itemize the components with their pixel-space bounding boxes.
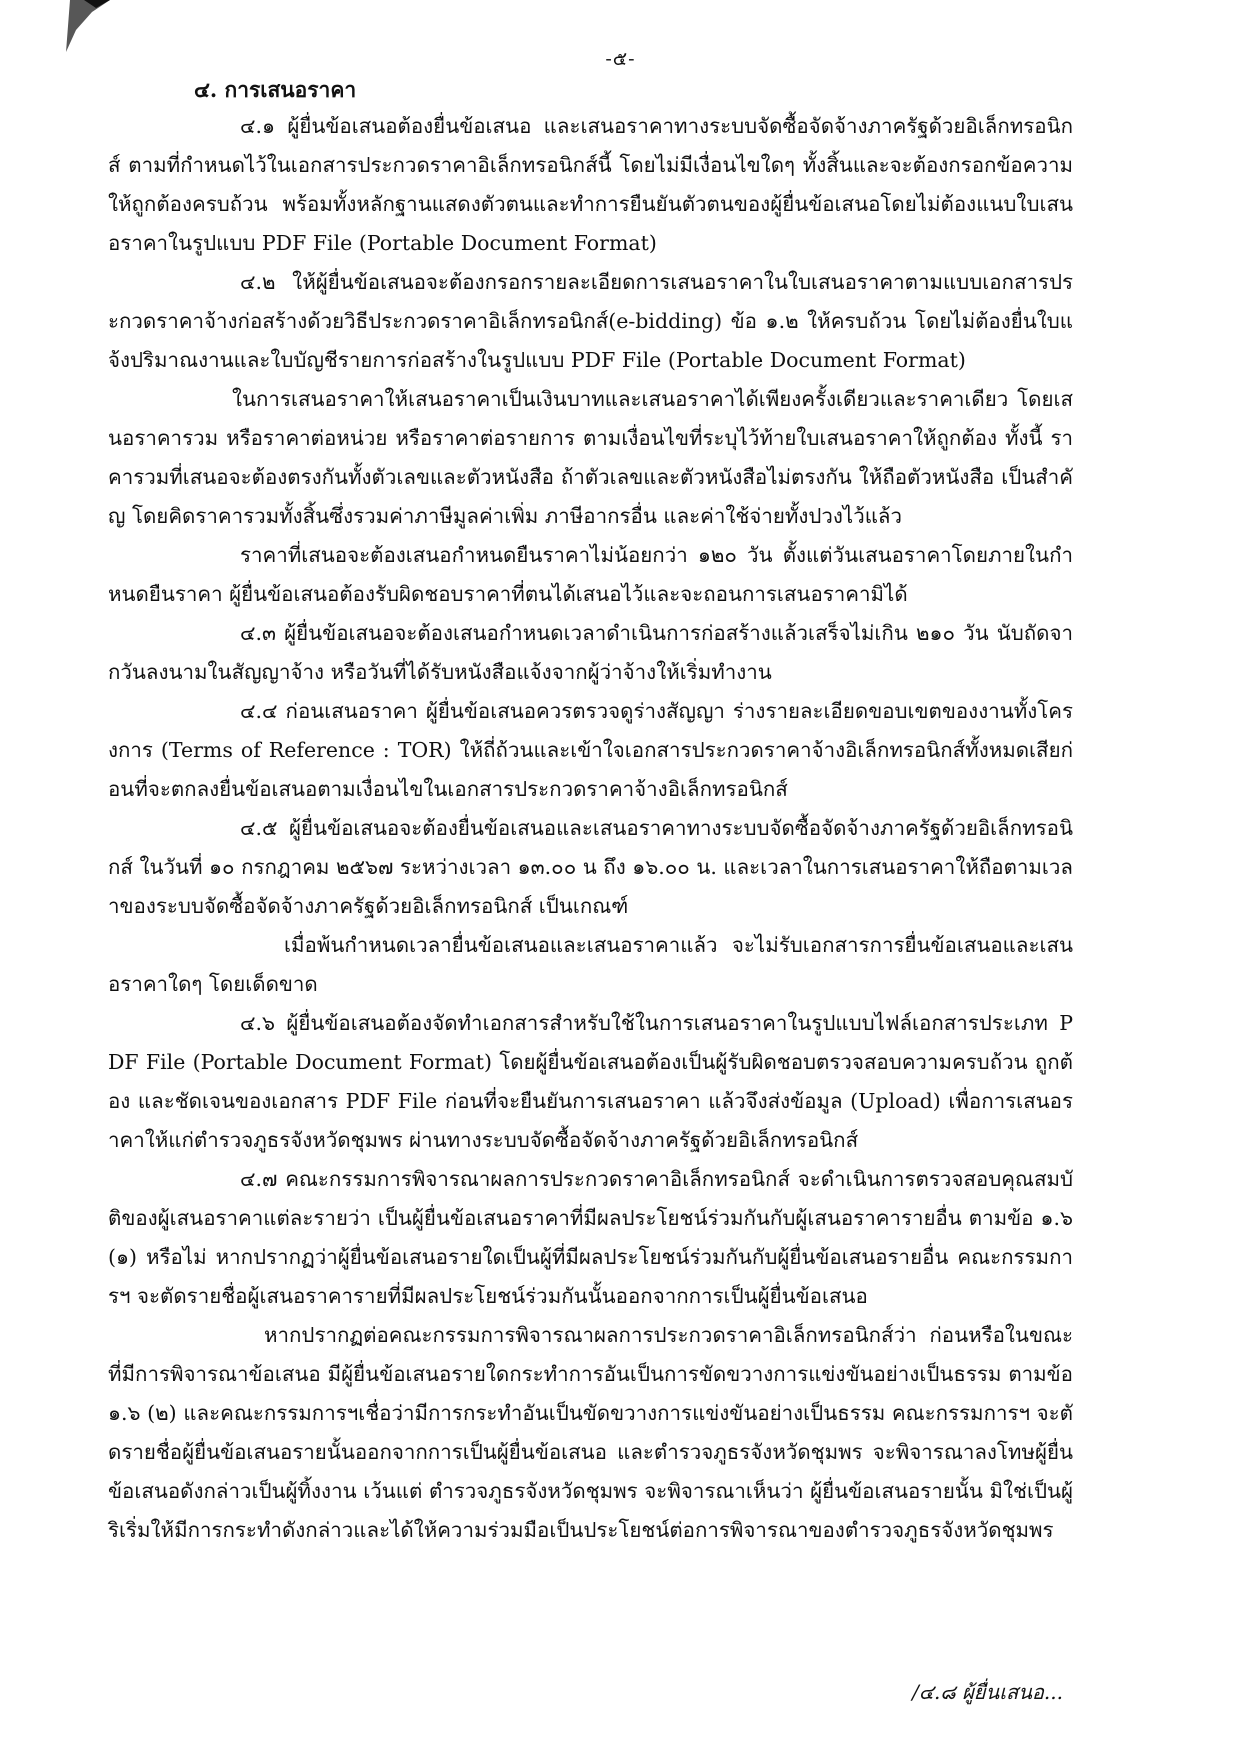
- paragraph-price-currency: ในการเสนอราคาให้เสนอราคาเป็นเงินบาทและเสนอราคาได้เพียงครั้งเดียวและราคาเดียว โดยเสนอราคารวม หรือราคาต่อหน่วย หรือราคาต่อรายการ ตามเงื่อนไขที่ระบุไว้ท้ายใบเสนอราคาให้ถูกต้อง ทั้งนี้ ราคารวมที่เสนอจะต้องตรงกันทั้งตัวเลขและตัวหนังสือ ถ้าตัวเลขและตัวหนังสือไม่ตรงกัน ให้ถือตัวหนังสือ เป็นสำคัญ โดยคิดราคารวมทั้งสิ้นซึ่งรวมค่าภาษีมูลค่าเพิ่ม ภาษีอากรอื่น และค่าใช้จ่ายทั้งปวงไว้แล้ว: [108, 387, 1073, 528]
- paragraph-4-4: ๔.๔ ก่อนเสนอราคา ผู้ยื่นข้อเสนอควรตรวจดูร่างสัญญา ร่างรายละเอียดขอบเขตของงานทั้งโครงการ (Terms of Reference : TOR) ให้ถี่ถ้วนและเข้าใจเอกสารประกวดราคาจ้างอิเล็กทรอนิกส์ทั้งหมดเสียก่อนที่จะตกลงยื่นข้อเสนอตามเงื่อนไขในเอกสารประกวดราคาจ้างอิเล็กทรอนิกส์: [108, 699, 1073, 801]
- continuation-reference: /๔.๘ ผู้ยื่นเสนอ...: [912, 1680, 1063, 1704]
- paragraph-price-validity: ราคาที่เสนอจะต้องเสนอกำหนดยืนราคาไม่น้อยกว่า ๑๒๐ วัน ตั้งแต่วันเสนอราคาโดยภายในกำหนดยืนราคา ผู้ยื่นข้อเสนอต้องรับผิดชอบราคาที่ตนได้เสนอไว้และจะถอนการเสนอราคามิได้: [108, 543, 1073, 606]
- document-body: [108, 107, 1073, 1550]
- paragraph-4-5: ๔.๕ ผู้ยื่นข้อเสนอจะต้องยื่นข้อเสนอและเสนอราคาทางระบบจัดซื้อจัดจ้างภาครัฐด้วยอิเล็กทรอนิกส์ ในวันที่ ๑๐ กรกฎาคม ๒๕๖๗ ระหว่างเวลา ๑๓.๐๐ น ถึง ๑๖.๐๐ น. และเวลาในการเสนอราคาให้ถือตามเวลาของระบบจัดซื้อจัดจ้างภาครัฐด้วยอิเล็กทรอนิกส์ เป็นเกณฑ์: [108, 816, 1073, 918]
- paragraph-collusion: หากปรากฏต่อคณะกรรมการพิจารณาผลการประกวดราคาอิเล็กทรอนิกส์ว่า ก่อนหรือในขณะที่มีการพิจารณาข้อเสนอ มีผู้ยื่นข้อเสนอรายใดกระทำการอันเป็นการขัดขวางการแข่งขันอย่างเป็นธรรม ตามข้อ ๑.๖ (๒) และคณะกรรมการฯเชื่อว่ามีการกระทำอันเป็นขัดขวางการแข่งขันอย่างเป็นธรรม คณะกรรมการฯ จะตัดรายชื่อผู้ยื่นข้อเสนอรายนั้นออกจากการเป็นผู้ยื่นข้อเสนอ และตำรวจภูธรจังหวัดชุมพร จะพิจารณาลงโทษผู้ยื่นข้อเสนอดังกล่าวเป็นผู้ทิ้งงาน เว้นแต่ ตำรวจภูธรจังหวัดชุมพร จะพิจารณาเห็นว่า ผู้ยื่นข้อเสนอรายนั้น มิใช่เป็นผู้ริเริ่มให้มีการกระทำดังกล่าวและได้ให้ความร่วมมือเป็นประโยชน์ต่อการพิจารณาของตำรวจภูธรจังหวัดชุมพร: [108, 1323, 1073, 1542]
- paragraph-4-7: ๔.๗ คณะกรรมการพิจารณาผลการประกวดราคาอิเล็กทรอนิกส์ จะดำเนินการตรวจสอบคุณสมบัติของผู้เสนอราคาแต่ละรายว่า เป็นผู้ยื่นข้อเสนอราคาที่มีผลประโยชน์ร่วมกันกับผู้เสนอราคารายอื่น ตามข้อ ๑.๖ (๑) หรือไม่ หากปรากฏว่าผู้ยื่นข้อเสนอรายใดเป็นผู้ที่มีผลประโยชน์ร่วมกันกับผู้ยื่นข้อเสนอรายอื่น คณะกรรมการฯ จะตัดรายชื่อผู้เสนอราคารายที่มีผลประโยชน์ร่วมกันนั้นออกจากการเป็นผู้ยื่นข้อเสนอ: [108, 1167, 1073, 1308]
- section-heading: ๔. การเสนอราคา: [194, 77, 357, 102]
- paragraph-4-6: ๔.๖ ผู้ยื่นข้อเสนอต้องจัดทำเอกสารสำหรับใช้ในการเสนอราคาในรูปแบบไฟล์เอกสารประเภท PDF File (Portable Document Format) โดยผู้ยื่นข้อเสนอต้องเป็นผู้รับผิดชอบตรวจสอบความครบถ้วน ถูกต้อง และชัดเจนของเอกสาร PDF File ก่อนที่จะยืนยันการเสนอราคา แล้วจึงส่งข้อมูล (Upload) เพื่อการเสนอราคาให้แก่ตำรวจภูธรจังหวัดชุมพร ผ่านทางระบบจัดซื้อจัดจ้างภาครัฐด้วยอิเล็กทรอนิกส์: [108, 1011, 1073, 1152]
- paragraph-4-3: ๔.๓ ผู้ยื่นข้อเสนอจะต้องเสนอกำหนดเวลาดำเนินการก่อสร้างแล้วเสร็จไม่เกิน ๒๑๐ วัน นับถัดจากวันลงนามในสัญญาจ้าง หรือวันที่ได้รับหนังสือแจ้งจากผู้ว่าจ้างให้เริ่มทำงาน: [108, 621, 1073, 684]
- page-number: -๕-: [605, 48, 636, 70]
- paragraph-4-1: ๔.๑ ผู้ยื่นข้อเสนอต้องยื่นข้อเสนอ และเสนอราคาทางระบบจัดซื้อจัดจ้างภาครัฐด้วยอิเล็กทรอนิกส์ ตามที่กำหนดไว้ในเอกสารประกวดราคาอิเล็กทรอนิกส์นี้ โดยไม่มีเงื่อนไขใดๆ ทั้งสิ้นและจะต้องกรอกข้อความให้ถูกต้องครบถ้วน พร้อมทั้งหลักฐานแสดงตัวตนและทำการยืนยันตัวตนของผู้ยื่นข้อเสนอโดยไม่ต้องแนบใบเสนอราคาในรูปแบบ PDF File (Portable Document Format): [108, 114, 1073, 255]
- paragraph-4-2: ๔.๒ ให้ผู้ยื่นข้อเสนอจะต้องกรอกรายละเอียดการเสนอราคาในใบเสนอราคาตามแบบเอกสารประกวดราคาจ้างก่อสร้างด้วยวิธีประกวดราคาอิเล็กทรอนิกส์(e-bidding) ข้อ ๑.๒ ให้ครบถ้วน โดยไม่ต้องยื่นใบแจ้งปริมาณงานและใบบัญชีรายการก่อสร้างในรูปแบบ PDF File (Portable Document Format): [108, 270, 1073, 372]
- paragraph-deadline: เมื่อพ้นกำหนดเวลายื่นข้อเสนอและเสนอราคาแล้ว จะไม่รับเอกสารการยื่นข้อเสนอและเสนอราคาใดๆ โดยเด็ดขาด: [108, 933, 1073, 996]
